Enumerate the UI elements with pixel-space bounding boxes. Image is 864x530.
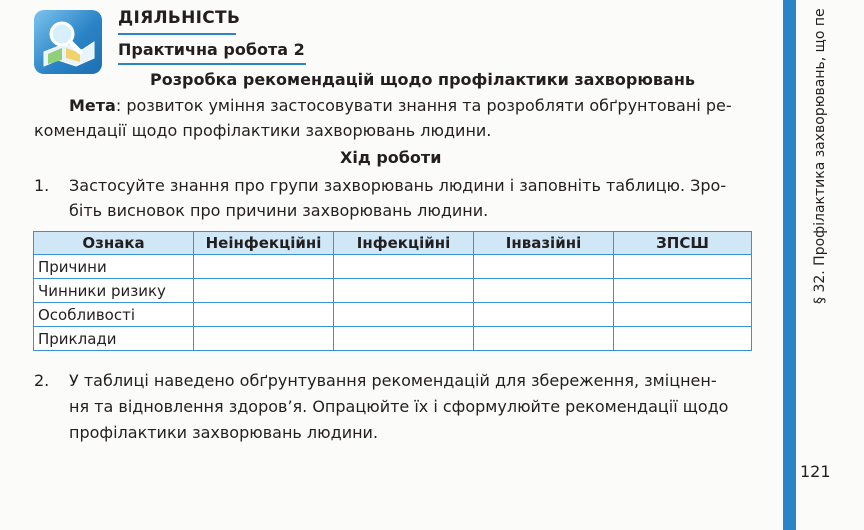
subtitle-underline xyxy=(118,63,306,65)
step-1-line-1: Застосуйте знання про групи захворювань людини і заповніть таблицю. Зро- xyxy=(69,176,727,195)
step-2-line-2: ня та відновлення здоров’я. Опрацюйте їх і сформулюйте рекомендації щодо xyxy=(69,397,729,416)
work-heading: Розробка рекомендацій щодо профілактики захворювань xyxy=(150,70,695,89)
section-title: ДІЯЛЬНІСТЬ xyxy=(118,8,241,28)
column-header: Неінфекційні xyxy=(194,232,334,255)
table-cell xyxy=(474,255,614,279)
table-cell xyxy=(194,327,334,351)
table-cell xyxy=(614,303,752,327)
practical-work-title: Практична робота 2 xyxy=(118,40,305,59)
procedure-title: Хід роботи xyxy=(340,148,442,167)
table-cell xyxy=(194,303,334,327)
table-cell xyxy=(614,279,752,303)
goal-text-1: : розвиток уміння застосовувати знання та розробляти обґрунтовані ре- xyxy=(115,96,732,115)
page-edge-bar xyxy=(783,0,796,530)
column-header: Інфекційні xyxy=(334,232,474,255)
column-header: Ознака xyxy=(34,232,194,255)
table-cell xyxy=(334,303,474,327)
step-2-line-3: профілактики захворювань людини. xyxy=(69,423,379,442)
table-cell xyxy=(334,279,474,303)
table-row xyxy=(34,327,752,351)
running-title: § 32. Профілактика захворювань, що пе xyxy=(812,8,828,304)
table-cell xyxy=(194,255,334,279)
table-cell xyxy=(334,327,474,351)
goal-label: Мета xyxy=(69,96,116,115)
table-cell xyxy=(334,255,474,279)
table-cell xyxy=(194,279,334,303)
goal-line-2: комендації щодо профілактики захворювань людини. xyxy=(34,121,492,140)
map-magnifier-icon xyxy=(34,10,102,74)
page-number: 121 xyxy=(800,462,831,481)
title-underline xyxy=(118,33,236,35)
table-row xyxy=(34,279,752,303)
column-header: Інвазійні xyxy=(474,232,614,255)
table-cell xyxy=(474,303,614,327)
table-cell xyxy=(614,255,752,279)
goal-line-1 xyxy=(69,94,732,118)
table-header-row xyxy=(34,232,752,255)
table-cell xyxy=(474,279,614,303)
table-row xyxy=(34,303,752,327)
table-cell xyxy=(614,327,752,351)
table-cell xyxy=(474,327,614,351)
row-label: Причини xyxy=(34,255,194,279)
step-2-number: 2. xyxy=(34,371,50,390)
step-1-number: 1. xyxy=(34,176,50,195)
row-label: Особливості xyxy=(34,303,194,327)
disease-groups-table xyxy=(33,231,752,351)
step-2-line-1: У таблиці наведено обґрунтування рекомендацій для збереження, зміцнен- xyxy=(69,371,717,390)
row-label: Приклади xyxy=(34,327,194,351)
row-label: Чинники ризику xyxy=(34,279,194,303)
column-header: ЗПСШ xyxy=(614,232,752,255)
table-row xyxy=(34,255,752,279)
step-1-line-2: біть висновок про причини захворювань людини. xyxy=(69,201,489,220)
